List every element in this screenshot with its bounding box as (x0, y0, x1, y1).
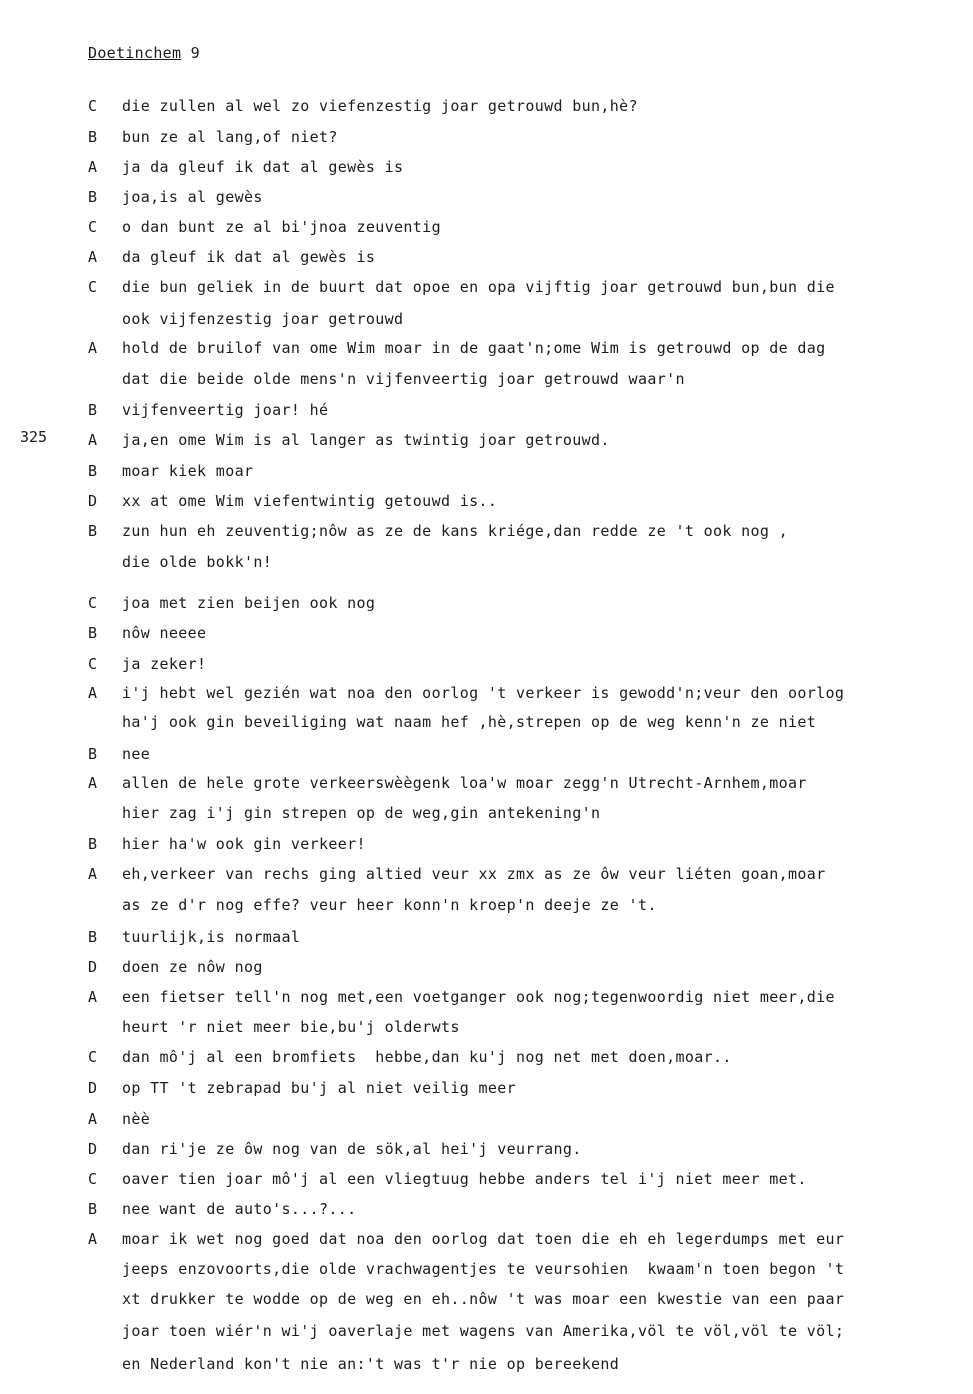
speaker-line (88, 835, 366, 853)
speaker-label: B (88, 624, 98, 642)
speaker-label: D (88, 958, 98, 976)
utterance-text: die olde bokk'n! (122, 553, 273, 571)
utterance-text: jeeps enzovoorts,die olde vrachwagentjes te veursohien kwaam'n toen begon 't (122, 1260, 845, 1278)
speaker-label: A (88, 431, 98, 449)
utterance-text: moar ik wet nog goed dat noa den oorlog dat toen die eh eh legerdumps met eur (122, 1230, 845, 1248)
speaker-line (88, 958, 263, 976)
speaker-label: D (88, 1140, 98, 1158)
speaker-label: C (88, 218, 98, 236)
utterance-text: as ze d'r nog effe? veur heer konn'n kroep'n deeje ze 't. (122, 896, 657, 914)
speaker-line (88, 158, 403, 176)
speaker-label: A (88, 988, 98, 1006)
continuation-line (88, 804, 600, 822)
speaker-line (88, 684, 844, 702)
speaker-line (88, 655, 206, 673)
speaker-line (88, 1079, 516, 1097)
utterance-text: ja,en ome Wim is al langer as twintig joar getrouwd. (122, 431, 610, 449)
speaker-label: B (88, 928, 98, 946)
utterance-text: op TT 't zebrapad bu'j al niet veilig meer (122, 1079, 516, 1097)
speaker-label: D (88, 1079, 98, 1097)
continuation-line (88, 1355, 619, 1373)
utterance-text: nee (122, 745, 151, 763)
speaker-line (88, 1110, 150, 1128)
margin-line-number: 325 (20, 428, 48, 446)
utterance-text: oaver tien joar mô'j al een vliegtuug hebbe anders tel i'j niet meer met. (122, 1170, 807, 1188)
utterance-text: o dan bunt ze al bi'jnoa zeuventig (122, 218, 441, 236)
utterance-text: eh,verkeer van rechs ging altied veur xx zmx as ze ôw veur liéten goan,moar (122, 865, 826, 883)
speaker-label: B (88, 462, 98, 480)
utterance-text: joa,is al gewès (122, 188, 263, 206)
utterance-text: xt drukker te wodde op de weg en eh..nôw 't was moar een kwestie van een paar (122, 1290, 845, 1308)
header-page-number: 9 (190, 44, 200, 62)
utterance-text: dan mô'j al een bromfiets hebbe,dan ku'j nog net met doen,moar.. (122, 1048, 732, 1066)
utterance-text: hier ha'w ook gin verkeer! (122, 835, 366, 853)
speaker-line (88, 339, 826, 357)
speaker-line (88, 97, 638, 115)
speaker-label: C (88, 1170, 98, 1188)
speaker-line (88, 401, 328, 419)
speaker-line (88, 774, 807, 792)
speaker-line (88, 1140, 582, 1158)
speaker-line (88, 218, 441, 236)
speaker-line (88, 988, 835, 1006)
speaker-label: B (88, 745, 98, 763)
speaker-label: A (88, 158, 98, 176)
speaker-line (88, 248, 375, 266)
speaker-label: A (88, 774, 98, 792)
utterance-text: nèè (122, 1110, 151, 1128)
continuation-line (88, 1260, 844, 1278)
speaker-label: D (88, 492, 98, 510)
speaker-label: B (88, 188, 98, 206)
utterance-text: dat die beide olde mens'n vijfenveertig joar getrouwd waar'n (122, 370, 685, 388)
utterance-text: moar kiek moar (122, 462, 254, 480)
speaker-line (88, 1200, 357, 1218)
speaker-label: A (88, 1110, 98, 1128)
speaker-label: C (88, 97, 98, 115)
speaker-line (88, 1230, 844, 1248)
speaker-line (88, 128, 338, 146)
continuation-line (88, 370, 685, 388)
utterance-text: en Nederland kon't nie an:'t was t'r nie op bereekend (122, 1355, 620, 1373)
speaker-label: B (88, 835, 98, 853)
speaker-line (88, 492, 497, 510)
continuation-line (88, 553, 272, 571)
utterance-text: vijfenveertig joar! hé (122, 401, 329, 419)
speaker-label: C (88, 1048, 98, 1066)
speaker-label: C (88, 594, 98, 612)
utterance-text: joa met zien beijen ook nog (122, 594, 376, 612)
utterance-text: ja da gleuf ik dat al gewès is (122, 158, 404, 176)
speaker-label: B (88, 401, 98, 419)
speaker-line (88, 522, 788, 540)
utterance-text: zun hun eh zeuventig;nôw as ze de kans kriége,dan redde ze 't ook nog , (122, 522, 789, 540)
utterance-text: die zullen al wel zo viefenzestig joar getrouwd bun,hè? (122, 97, 638, 115)
utterance-text: die bun geliek in de buurt dat opoe en opa vijftig joar getrouwd bun,bun die (122, 278, 835, 296)
speaker-label: A (88, 339, 98, 357)
speaker-line (88, 188, 263, 206)
continuation-line (88, 713, 816, 731)
utterance-text: hier zag i'j gin strepen op de weg,gin antekening'n (122, 804, 601, 822)
utterance-text: dan ri'je ze ôw nog van de sök,al hei'j veurrang. (122, 1140, 582, 1158)
speaker-line (88, 594, 375, 612)
utterance-text: hold de bruilof van ome Wim moar in de gaat'n;ome Wim is getrouwd op de dag (122, 339, 826, 357)
utterance-text: joar toen wiér'n wi'j oaverlaje met wagens van Amerika,völ te völ,völ te völ; (122, 1322, 845, 1340)
utterance-text: bun ze al lang,of niet? (122, 128, 338, 146)
speaker-label: A (88, 248, 98, 266)
continuation-line (88, 1018, 460, 1036)
speaker-label: A (88, 865, 98, 883)
speaker-line (88, 624, 206, 642)
speaker-label: A (88, 684, 98, 702)
utterance-text: doen ze nôw nog (122, 958, 263, 976)
continuation-line (88, 310, 403, 328)
speaker-line (88, 745, 150, 763)
utterance-text: ja zeker! (122, 655, 207, 673)
continuation-line (88, 1322, 844, 1340)
speaker-label: A (88, 1230, 98, 1248)
speaker-label: B (88, 522, 98, 540)
speaker-label: B (88, 128, 98, 146)
speaker-line (88, 928, 300, 946)
speaker-line (88, 1170, 807, 1188)
speaker-line (88, 865, 826, 883)
page-header (88, 44, 200, 62)
speaker-label: C (88, 278, 98, 296)
utterance-text: i'j hebt wel gezién wat noa den oorlog 't verkeer is gewodd'n;veur den oorlog (122, 684, 845, 702)
utterance-text: heurt 'r niet meer bie,bu'j olderwts (122, 1018, 460, 1036)
speaker-line (88, 462, 253, 480)
header-place: Doetinchem (88, 44, 182, 62)
utterance-text: xx at ome Wim viefentwintig getouwd is.. (122, 492, 498, 510)
utterance-text: allen de hele grote verkeerswèègenk loa'w moar zegg'n Utrecht-Arnhem,moar (122, 774, 807, 792)
speaker-line (88, 278, 835, 296)
speaker-line (88, 1048, 732, 1066)
speaker-line (88, 431, 610, 449)
continuation-line (88, 896, 657, 914)
speaker-label: C (88, 655, 98, 673)
utterance-text: een fietser tell'n nog met,een voetganger ook nog;tegenwoordig niet meer,die (122, 988, 835, 1006)
utterance-text: ha'j ook gin beveiliging wat naam hef ,hè,strepen op de weg kenn'n ze niet (122, 713, 817, 731)
utterance-text: tuurlijk,is normaal (122, 928, 301, 946)
continuation-line (88, 1290, 844, 1308)
utterance-text: ook vijfenzestig joar getrouwd (122, 310, 404, 328)
utterance-text: nee want de auto's...?... (122, 1200, 357, 1218)
utterance-text: da gleuf ik dat al gewès is (122, 248, 376, 266)
speaker-label: B (88, 1200, 98, 1218)
utterance-text: nôw neeee (122, 624, 207, 642)
